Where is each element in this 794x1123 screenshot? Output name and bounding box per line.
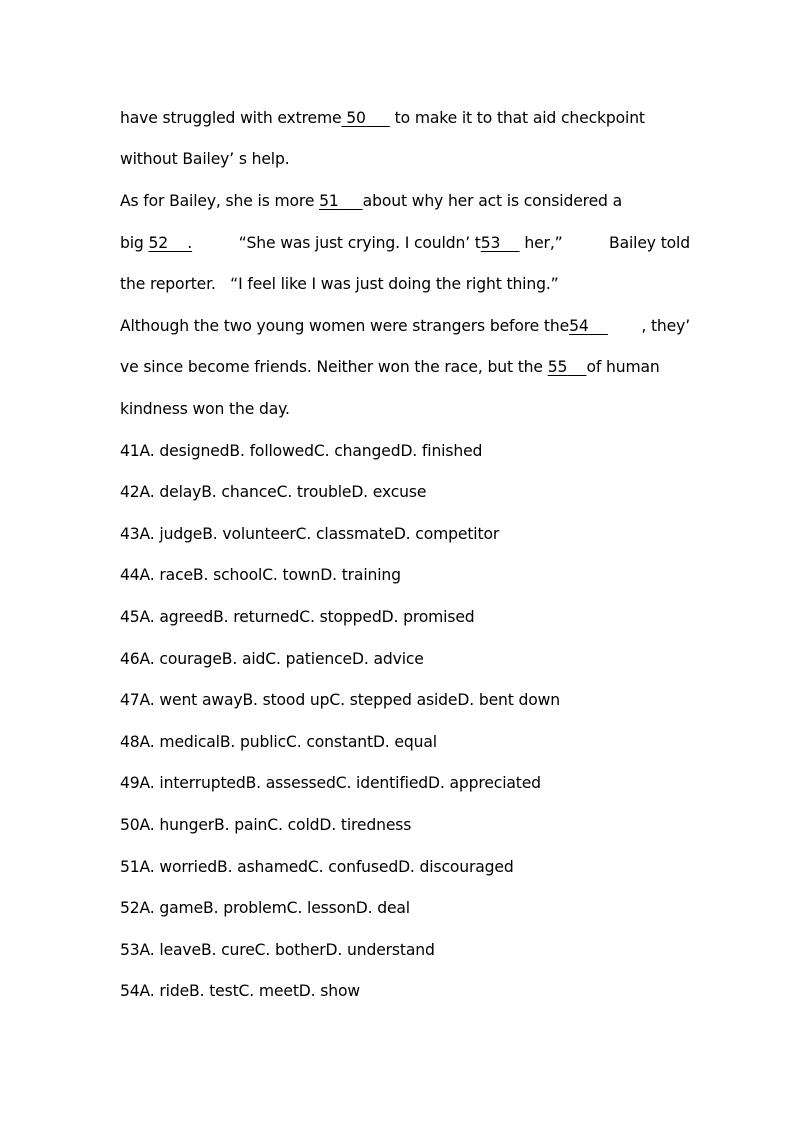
option-line-42: 42A. delayB. chanceC. troubleD. excuse — [120, 483, 427, 501]
blank-period: . — [187, 234, 193, 252]
passage-text: big — [120, 234, 144, 252]
blank-number: 53 — [480, 234, 501, 252]
passage-line-3 — [120, 191, 690, 211]
blank-number: 51 — [319, 192, 339, 210]
passage-text: her,” — [524, 234, 563, 252]
passage-text: without Bailey’ s help. — [120, 150, 290, 168]
passage-text: to make it to that aid checkpoint — [394, 109, 645, 127]
blank-51 — [319, 192, 363, 210]
passage-line-8 — [120, 399, 690, 419]
passage-text: “She was just crying. I couldn’ t — [238, 234, 481, 252]
option-line-48: 48A. medicalB. publicC. constantD. equal — [120, 733, 437, 751]
passage-line-6 — [120, 316, 690, 336]
passage-text: Although the two young women were strangers before the — [120, 317, 570, 335]
passage-text: about why her act is considered a — [362, 192, 622, 210]
option-line-47: 47A. went awayB. stood upC. stepped asideD. bent down — [120, 691, 560, 709]
blank-52 — [149, 234, 193, 252]
passage-text: the reporter. “I feel like I was just doing the right thing.” — [120, 275, 559, 293]
blank-number: 54 — [569, 317, 589, 335]
passage-text: kindness won the day. — [120, 400, 290, 418]
blank-53 — [481, 234, 520, 252]
blank-50 — [341, 109, 389, 127]
passage-text: As for Bailey, she is more — [120, 192, 315, 210]
option-line-43: 43A. judgeB. volunteerC. classmateD. competitor — [120, 525, 500, 543]
passage-segment — [239, 233, 563, 253]
option-line-51: 51A. worriedB. ashamedC. confusedD. discouraged — [120, 858, 514, 876]
passage-segment — [120, 316, 608, 336]
blank-55 — [548, 358, 587, 376]
option-line-54: 54A. rideB. testC. meetD. show — [120, 982, 360, 1000]
passage-text: have struggled with extreme — [120, 109, 342, 127]
option-line-46: 46A. courageB. aidC. patienceD. advice — [120, 650, 424, 668]
option-line-41: 41A. designedB. followedC. changedD. finished — [120, 442, 483, 460]
blank-number: 55 — [547, 358, 568, 376]
option-line-52: 52A. gameB. problemC. lessonD. deal — [120, 899, 410, 917]
passage-text: Bailey told — [609, 234, 690, 252]
passage-line-7 — [120, 357, 690, 377]
passage-line-2 — [120, 149, 690, 169]
option-line-49: 49A. interruptedB. assessedC. identifiedD. appreciated — [120, 774, 541, 792]
option-line-44: 44A. raceB. schoolC. townD. training — [120, 566, 401, 584]
passage-text: , they’ — [641, 317, 690, 335]
option-line-45: 45A. agreedB. returnedC. stoppedD. promised — [120, 608, 475, 626]
blank-54 — [569, 317, 608, 335]
passage-line-4 — [120, 233, 690, 253]
passage-text: ve since become friends. Neither won the race, but the — [120, 358, 543, 376]
passage-text: of human — [586, 358, 660, 376]
passage-line-5 — [120, 274, 690, 294]
passage-segment — [120, 233, 192, 253]
blank-number: 52 — [148, 234, 169, 252]
blank-number: 50 — [346, 109, 366, 127]
option-line-50: 50A. hungerB. painC. coldD. tiredness — [120, 816, 412, 834]
option-line-53: 53A. leaveB. cureC. botherD. understand — [120, 941, 435, 959]
passage-line-1 — [120, 108, 690, 128]
